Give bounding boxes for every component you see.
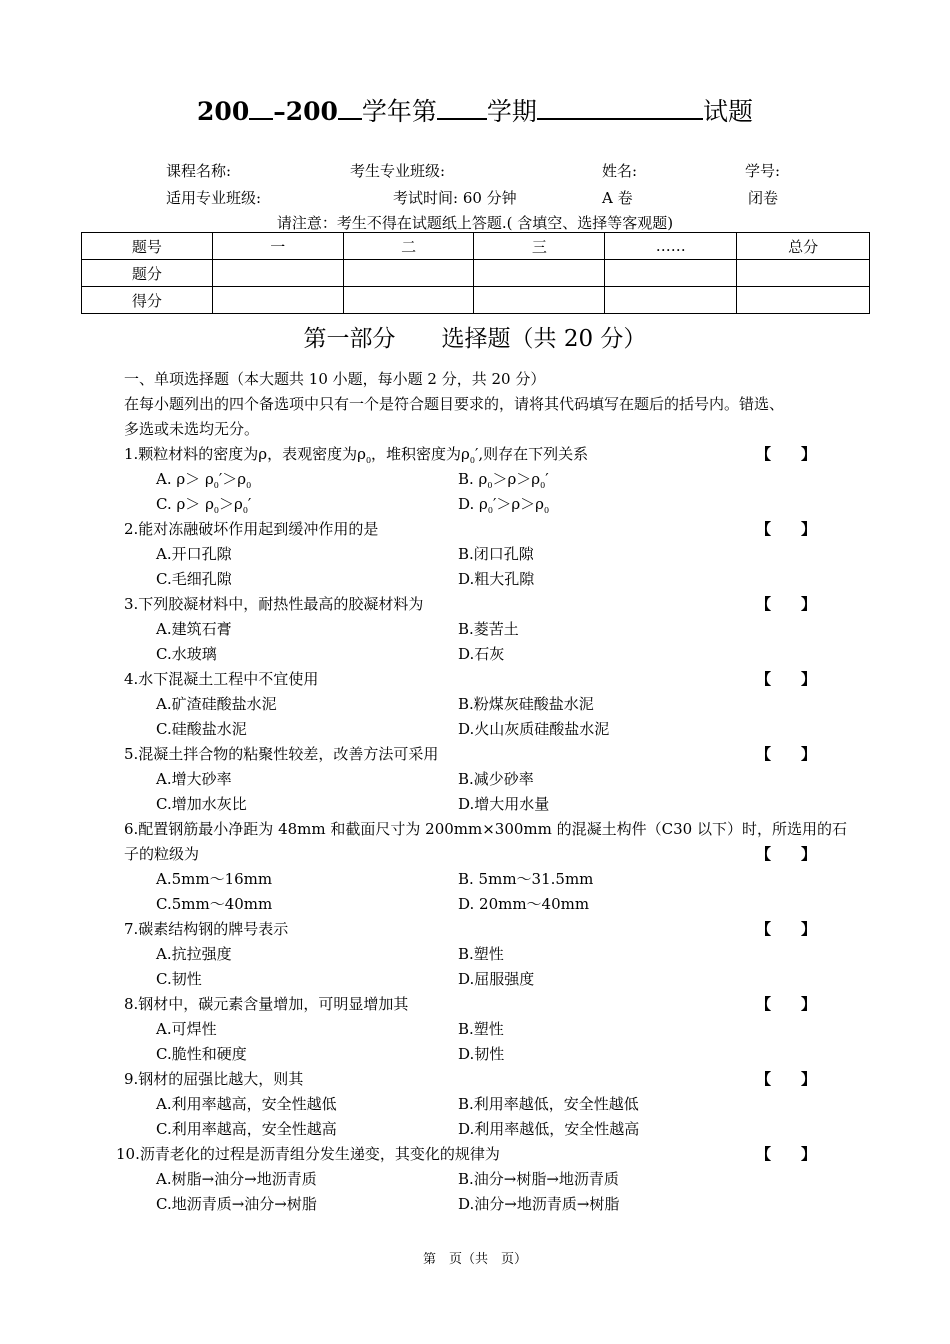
question-10-option-a: A.树脂→油分→地沥青质 [156,1170,317,1188]
question-5-option-a: A.增大砂率 [156,770,232,788]
header-cell: 一 [212,233,343,260]
question-3-option-b: B.菱苦土 [458,620,519,638]
question-8-option-b: B.塑性 [458,1020,504,1038]
score-cell [212,260,343,287]
title-xueqi: 学期 [486,97,537,126]
question-9-stem: 9.钢材的屈强比越大，则其 [124,1070,304,1088]
table-row [82,287,870,314]
score-table [81,232,870,314]
question-3-option-c: C.水玻璃 [156,645,217,663]
question-8-option-a: A.可焊性 [156,1020,217,1038]
question-5-option-b: B.减少砂率 [458,770,534,788]
title-year-start: 200 [197,97,250,126]
score-cell [474,260,605,287]
answer-bracket: 【 】 [756,595,817,613]
header-cell: 总分 [737,233,870,260]
instructions-line-1: 在每小题列出的四个备选项中只有一个是符合题目要求的，请将其代码填写在题后的括号内。错选、 [124,395,785,413]
header-cell: 三 [474,233,605,260]
question-3-option-a: A.建筑石膏 [156,620,232,638]
question-5-option-c: C.增加水灰比 [156,795,247,813]
question-6-option-b: B. 5mm～31.5mm [458,870,594,888]
question-4-option-d: D.火山灰质硅酸盐水泥 [458,720,610,738]
question-2-option-a: A.开口孔隙 [156,545,232,563]
course-name-label: 课程名称: [166,162,232,180]
section-heading: 一、单项选择题（本大题共 10 小题，每小题 2 分，共 20 分） [124,370,546,388]
score-cell [737,260,870,287]
question-9-option-b: B.利用率越低，安全性越低 [458,1095,639,1113]
title-blank-2 [338,96,362,120]
question-4-stem: 4.水下混凝土工程中不宜使用 [124,670,319,688]
table-row [82,260,870,287]
answer-bracket: 【 】 [756,995,817,1013]
row-label: 得分 [82,287,213,314]
question-8-stem: 8.钢材中，碳元素含量增加，可明显增加其 [124,995,409,1013]
score-cell [212,287,343,314]
title-shiti: 试题 [702,97,753,126]
question-10-option-d: D.油分→地沥青质→树脂 [458,1195,620,1213]
answer-bracket: 【 】 [756,745,817,763]
question-4-option-a: A.矿渣硅酸盐水泥 [156,695,277,713]
question-7-stem: 7.碳素结构钢的牌号表示 [124,920,289,938]
question-2-stem: 2.能对冻融破坏作用起到缓冲作用的是 [124,520,379,538]
question-3-stem: 3.下列胶凝材料中，耐热性最高的胶凝材料为 [124,595,424,613]
title-year-end: –200 [273,97,338,126]
question-9-option-d: D.利用率越低，安全性越高 [458,1120,640,1138]
score-cell [737,287,870,314]
question-10-stem: 10.沥青老化的过程是沥青组分发生递变，其变化的规律为 [116,1145,500,1163]
question-7-option-d: D.屈服强度 [458,970,535,988]
title-xuenian: 学年第 [361,97,437,126]
question-7-option-c: C.韧性 [156,970,202,988]
question-6-option-c: C.5mm～40mm [156,895,273,913]
question-7-option-b: B.塑性 [458,945,504,963]
title-blank-4 [537,96,703,120]
question-4-option-b: B.粉煤灰硅酸盐水泥 [458,695,594,713]
answer-bracket: 【 】 [756,670,817,688]
score-cell [343,287,474,314]
question-8-option-d: D.韧性 [458,1045,505,1063]
question-6-stem-line-1: 6.配置钢筋最小净距为 48mm 和截面尺寸为 200mm×300mm 的混凝土构件（C30 以下）时，所选用的石 [124,820,847,838]
exam-time-label: 考试时间: 60 分钟 [393,189,517,207]
answer-bracket: 【 】 [756,845,817,863]
question-6-option-d: D. 20mm～40mm [458,895,590,913]
answer-bracket: 【 】 [756,520,817,538]
major-class-label: 考生专业班级: [350,162,446,180]
score-cell [474,287,605,314]
student-id-label: 学号: [745,162,781,180]
answer-bracket: 【 】 [756,920,817,938]
answer-bracket: 【 】 [756,1070,817,1088]
question-1-stem: 1.颗粒材料的密度为ρ，表观密度为$\rho_0$，堆积密度为$\rho_0'$,则存在下列关系 [124,445,589,465]
header-cell: 题号 [82,233,213,260]
question-1-option-d: D. $\rho_0'>\rho>\rho_0$ [458,495,550,515]
notice: 请注意：考生不得在试题纸上答题.( 含填空、选择等客观题) [276,214,674,232]
question-2-option-d: D.粗大孔隙 [458,570,535,588]
question-1-option-b: B. $\rho_0>\rho>\rho_0'$ [458,470,549,490]
header-cell: 二 [343,233,474,260]
name-label: 姓名: [602,162,638,180]
answer-bracket: 【 】 [756,445,817,463]
question-8-option-c: C.脆性和硬度 [156,1045,247,1063]
row-label: 题分 [82,260,213,287]
score-cell [605,287,737,314]
closed-book-label: 闭卷 [748,189,779,207]
header-cell: …… [605,233,737,260]
question-9-option-a: A.利用率越高，安全性越低 [156,1095,337,1113]
answer-bracket: 【 】 [756,1145,817,1163]
title-blank-3 [437,96,487,120]
score-cell [343,260,474,287]
question-7-option-a: A.抗拉强度 [156,945,232,963]
question-2-option-c: C.毛细孔隙 [156,570,232,588]
score-cell [605,260,737,287]
paper-a-label: A 卷 [602,189,633,207]
exam-title [0,92,950,128]
part-title: 第一部分 选择题（共 20 分） [303,326,647,352]
question-1-option-c: C. $\rho> \rho_0>\rho_0'$ [156,495,252,515]
applicable-major-label: 适用专业班级: [166,189,262,207]
question-9-option-c: C.利用率越高，安全性越高 [156,1120,337,1138]
question-5-stem: 5.混凝土拌合物的粘聚性较差，改善方法可采用 [124,745,439,763]
question-1-option-a: A. $\rho> \rho_0'>\rho_0$ [156,470,252,490]
page-footer: 第 页（共 页） [422,1252,527,1267]
question-10-option-c: C.地沥青质→油分→树脂 [156,1195,317,1213]
title-blank-1 [249,96,273,120]
question-5-option-d: D.增大用水量 [458,795,550,813]
question-6-stem-line-2: 子的粒级为 [124,845,200,863]
instructions-line-2: 多选或未选均无分。 [124,420,260,438]
question-10-option-b: B.油分→树脂→地沥青质 [458,1170,619,1188]
question-6-option-a: A.5mm～16mm [156,870,273,888]
question-2-option-b: B.闭口孔隙 [458,545,534,563]
score-table-header [82,233,870,260]
question-3-option-d: D.石灰 [458,645,505,663]
question-4-option-c: C.硅酸盐水泥 [156,720,247,738]
